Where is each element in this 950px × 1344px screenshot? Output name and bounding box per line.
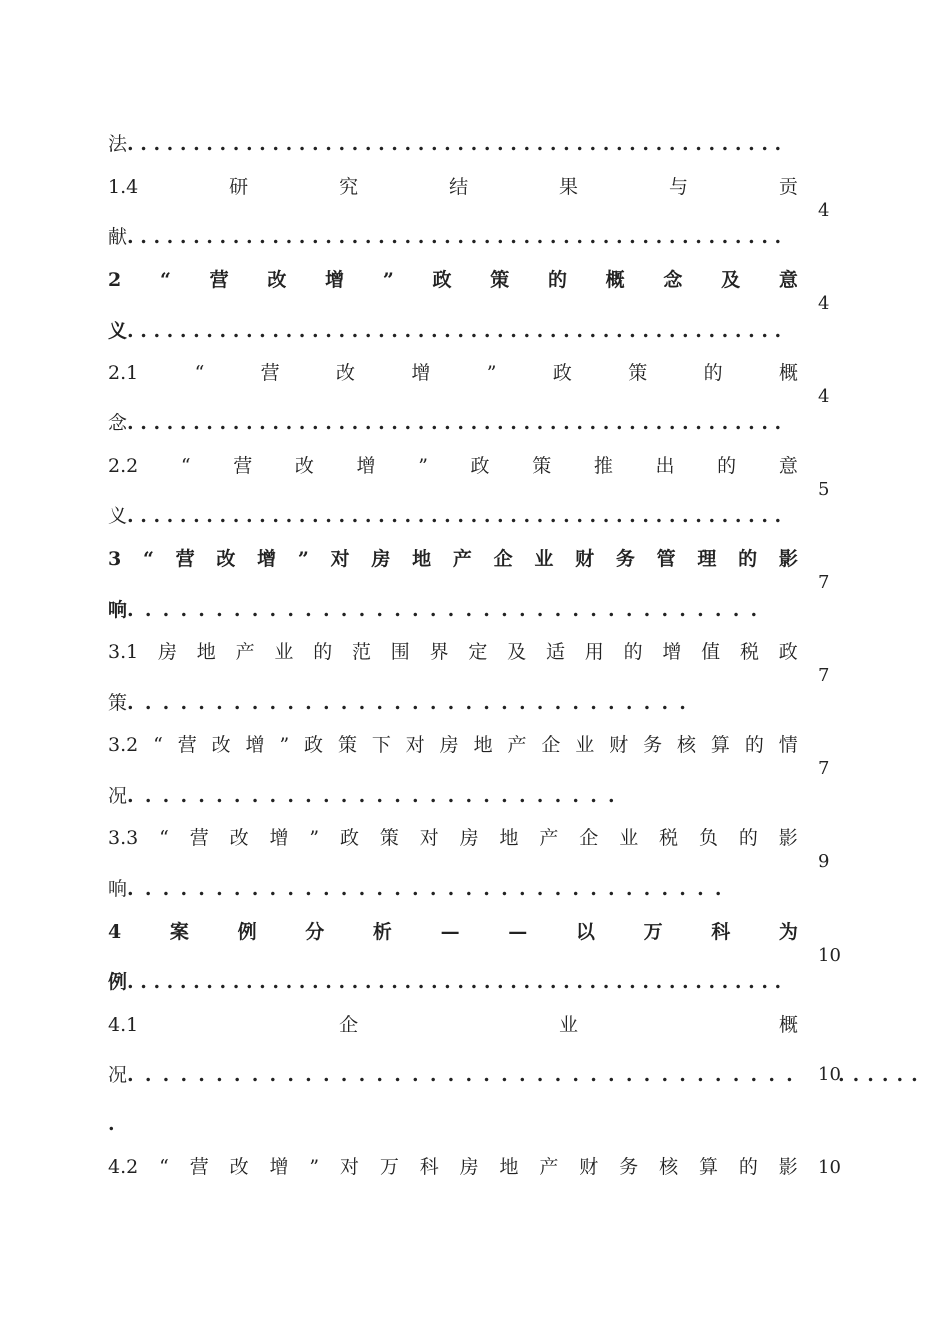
toc-dot-leader: .................................. <box>127 878 733 900</box>
toc-entry-title-char: 科 <box>711 921 731 943</box>
toc-dot-leader: .................................................. <box>127 226 788 248</box>
toc-entry-title-char: 增 <box>325 269 345 291</box>
toc-entry-title-char: 营 <box>189 1156 209 1178</box>
toc-entry-title-char: 以 <box>575 921 595 943</box>
toc-entry-e41-leader-line[interactable] <box>108 1062 804 1088</box>
toc-entry-title-char: 房 <box>371 548 391 570</box>
toc-entry-title-char: 产 <box>235 641 255 663</box>
toc-entry-title-char: 影 <box>778 548 798 570</box>
toc-entry-title-char: 分 <box>305 921 325 943</box>
toc-entry-title-char: 财 <box>579 1156 599 1178</box>
toc-entry-title-char: 研 <box>229 176 249 198</box>
toc-entry-title-last-char: 例 <box>108 971 128 993</box>
toc-entry-title-char: 地 <box>196 641 216 663</box>
toc-entry-title-char: ” <box>297 548 309 570</box>
toc-entry-number: 4 <box>108 921 122 943</box>
toc-entry-title-char: 为 <box>778 921 798 943</box>
toc-entry-title-char: 界 <box>429 641 449 663</box>
toc-entry-title-char: “ <box>180 455 191 477</box>
toc-entry-title-char: 增 <box>662 641 682 663</box>
toc-entry-title-char: 对 <box>405 734 425 756</box>
toc-entry-title-char: 房 <box>459 827 479 849</box>
toc-entry-title-char: “ <box>159 827 169 849</box>
toc-entry-title-char: 营 <box>233 455 253 477</box>
toc-entry-title-char: 业 <box>274 641 294 663</box>
toc-entry-title-char: “ <box>159 269 171 291</box>
toc-entry-title-char: 策 <box>379 827 399 849</box>
toc-entry-page-number[interactable]: 5 <box>818 479 830 500</box>
toc-entry-title-char: 贡 <box>778 176 798 198</box>
toc-entry-e3-title-line[interactable] <box>108 546 798 572</box>
toc-entry-title-char: 核 <box>659 1156 679 1178</box>
toc-entry-number: 3 <box>108 548 122 570</box>
toc-entry-page-number[interactable]: 4 <box>818 386 830 407</box>
toc-entry-e2-title-line[interactable] <box>108 267 798 293</box>
toc-entry-number: 4.2 <box>108 1156 139 1178</box>
toc-entry-title-char: 产 <box>539 827 559 849</box>
toc-entry-e31-title-line[interactable] <box>108 639 798 665</box>
toc-entry-title-char: 务 <box>615 548 635 570</box>
toc-entry-title-char: 算 <box>698 1156 718 1178</box>
toc-entry-title-last-char: 义 <box>108 320 128 342</box>
toc-entry-title-char: 产 <box>452 548 472 570</box>
toc-entry-title-char: 科 <box>419 1156 439 1178</box>
toc-entry-title-char: 地 <box>412 548 432 570</box>
toc-entry-title-char: 改 <box>267 269 287 291</box>
toc-entry-title-char: 增 <box>356 455 376 477</box>
toc-entry-title-char: 影 <box>778 1156 798 1178</box>
toc-entry-title-char: 政 <box>552 362 572 384</box>
toc-entry-e13-leader-line[interactable] <box>108 131 798 157</box>
toc-entry-title-char: “ <box>159 1156 169 1178</box>
toc-entry-title-char: 及 <box>507 641 527 663</box>
toc-entry-title-char: 业 <box>619 827 639 849</box>
toc-entry-title-char: 对 <box>330 548 350 570</box>
toc-entry-title-char: 范 <box>351 641 371 663</box>
toc-dot-leader: .................................................. <box>127 412 788 434</box>
toc-dot-leader: .................................................. <box>127 971 788 993</box>
toc-entry-title-char: 房 <box>158 641 178 663</box>
toc-entry-title-char: 究 <box>339 176 359 198</box>
toc-entry-e33-leader-line[interactable] <box>108 876 798 902</box>
toc-entry-title-last-char: 义 <box>108 505 128 527</box>
toc-entry-title-last-char: 献 <box>108 226 128 248</box>
toc-entry-title-char: 的 <box>738 548 758 570</box>
toc-entry-title-char: 增 <box>257 548 277 570</box>
toc-entry-e33-title-line[interactable] <box>108 825 798 851</box>
toc-entry-title-last-char: 策 <box>108 692 128 714</box>
toc-entry-title-char: 及 <box>721 269 741 291</box>
toc-entry-title-char: 结 <box>449 176 469 198</box>
toc-entry-title-char: 营 <box>260 362 280 384</box>
toc-entry-title-char: “ <box>153 734 163 756</box>
toc-entry-title-last-char: 况 <box>108 785 128 807</box>
toc-entry-title-char: 的 <box>717 455 737 477</box>
toc-entry-e14-title-line[interactable] <box>108 174 798 200</box>
overflow-dot-leader: ...... <box>838 1064 926 1086</box>
toc-entry-title-char: 改 <box>294 455 314 477</box>
toc-entry-title-char: 增 <box>269 1156 289 1178</box>
toc-entry-title-char: 的 <box>547 269 567 291</box>
toc-entry-title-char: 的 <box>703 362 723 384</box>
toc-entry-title-last-char: 响 <box>108 878 128 900</box>
toc-entry-title-char: ” <box>279 734 290 756</box>
toc-entry-title-char: 策 <box>532 455 552 477</box>
toc-entry-title-char: 税 <box>739 641 759 663</box>
toc-entry-title-char: 万 <box>379 1156 399 1178</box>
toc-entry-title-char: 用 <box>584 641 604 663</box>
toc-entry-e4-leader-line[interactable] <box>108 969 798 995</box>
toc-entry-page-number[interactable]: 10 <box>818 1064 841 1085</box>
toc-entry-title-char: 营 <box>177 734 197 756</box>
toc-entry-title-char: 概 <box>778 1014 798 1036</box>
toc-entry-title-char: ” <box>486 362 497 384</box>
toc-entry-page-number[interactable]: 4 <box>818 293 830 314</box>
toc-entry-title-char: 业 <box>534 548 554 570</box>
toc-entry-title-char: 影 <box>778 827 798 849</box>
toc-entry-e41-title-line[interactable] <box>108 1012 798 1038</box>
toc-entry-page-number[interactable]: 10 <box>818 1157 841 1178</box>
toc-entry-title-char: 房 <box>459 1156 479 1178</box>
toc-dot-leader: ...................................... <box>127 1064 804 1086</box>
toc-entry-title-char: 财 <box>609 734 629 756</box>
toc-entry-title-char: 定 <box>468 641 488 663</box>
toc-entry-number: 3.2 <box>108 734 139 756</box>
toc-entry-page-number[interactable]: 4 <box>818 200 830 221</box>
toc-entry-e32-leader-line[interactable] <box>108 783 798 809</box>
toc-entry-title-char: 案 <box>169 921 189 943</box>
toc-dot-leader: ............................ <box>127 785 626 807</box>
toc-entry-title-char: 例 <box>237 921 257 943</box>
toc-entry-title-last-char: 念 <box>108 412 128 434</box>
toc-entry-title-char: 核 <box>677 734 697 756</box>
toc-entry-title-char: 业 <box>575 734 595 756</box>
toc-entry-title-char: 理 <box>697 548 717 570</box>
toc-entry-title-char: 增 <box>269 827 289 849</box>
toc-entry-e3-leader-line[interactable] <box>108 597 798 623</box>
toc-entry-title-char: 适 <box>545 641 565 663</box>
toc-entry-title-char: 营 <box>189 827 209 849</box>
toc-entry-title-char: 的 <box>313 641 333 663</box>
toc-entry-title-char: 概 <box>778 362 798 384</box>
toc-entry-title-char: 策 <box>337 734 357 756</box>
toc-entry-number: 3.3 <box>108 827 139 849</box>
toc-entry-page-number[interactable]: 9 <box>818 851 830 872</box>
toc-entry-title-char: 的 <box>623 641 643 663</box>
toc-entry-title-char: 地 <box>499 1156 519 1178</box>
toc-entry-title-char: ” <box>418 455 428 477</box>
toc-entry-title-char: — <box>440 921 460 943</box>
toc-entry-title-char: — <box>508 921 528 943</box>
toc-entry-title-char: 政 <box>778 641 798 663</box>
toc-entry-title-char: 意 <box>778 455 798 477</box>
toc-entry-title-char: 企 <box>339 1014 359 1036</box>
toc-entry-title-char: 营 <box>209 269 229 291</box>
toc-entry-title-char: 营 <box>175 548 195 570</box>
toc-entry-title-char: ” <box>382 269 394 291</box>
toc-entry-title-char: 地 <box>473 734 493 756</box>
toc-entry-title-char: 策 <box>490 269 510 291</box>
toc-entry-title-char: 政 <box>304 734 324 756</box>
toc-entry-title-char: 务 <box>619 1156 639 1178</box>
toc-entry-e22-title-line[interactable] <box>108 453 798 479</box>
toc-entry-title-char: 业 <box>559 1014 579 1036</box>
toc-entry-title-char: 负 <box>698 827 718 849</box>
toc-entry-title-char: 产 <box>539 1156 559 1178</box>
toc-entry-title-char: 下 <box>371 734 391 756</box>
toc-entry-title-char: 的 <box>744 734 764 756</box>
toc-dot-leader: .................................................. <box>127 505 788 527</box>
toc-entry-e42-title-line[interactable] <box>108 1154 798 1180</box>
toc-entry-number: 2.2 <box>108 455 139 477</box>
toc-entry-title-last-char: 响 <box>108 599 128 621</box>
toc-entry-title-char: 改 <box>229 1156 249 1178</box>
toc-entry-title-char: 推 <box>593 455 613 477</box>
toc-entry-title-char: 情 <box>778 734 798 756</box>
toc-entry-e4-title-line[interactable] <box>108 919 798 945</box>
toc-entry-e21-leader-line[interactable] <box>108 410 798 436</box>
toc-entry-title-char: 对 <box>339 1156 359 1178</box>
toc-entry-title-char: 对 <box>419 827 439 849</box>
toc-entry-number: 2.1 <box>108 362 139 384</box>
toc-entry-e21-title-line[interactable] <box>108 360 798 386</box>
toc-entry-title-char: 政 <box>432 269 452 291</box>
toc-entry-number: 1.4 <box>108 176 139 198</box>
toc-entry-title-char: 概 <box>605 269 625 291</box>
toc-entry-title-char: 出 <box>655 455 675 477</box>
toc-dot-leader: ................................ <box>127 692 698 714</box>
toc-dot-leader: .................................................. <box>127 133 788 155</box>
toc-entry-title-last-char: 况 <box>108 1064 128 1086</box>
toc-entry-title-char: 围 <box>390 641 410 663</box>
toc-entry-page-number[interactable]: 7 <box>818 758 830 779</box>
toc-entry-title-char: 改 <box>216 548 236 570</box>
toc-entry-title-char: 的 <box>738 827 758 849</box>
toc-entry-title-char: 的 <box>738 1156 758 1178</box>
toc-entry-title-char: 万 <box>643 921 663 943</box>
toc-entry-title-char: 房 <box>439 734 459 756</box>
toc-entry-title-char: 增 <box>245 734 265 756</box>
toc-entry-title-char: 改 <box>336 362 356 384</box>
toc-entry-title-char: ” <box>309 1156 320 1178</box>
toc-entry-title-char: ” <box>309 827 320 849</box>
toc-entry-e2-leader-line[interactable] <box>108 318 798 344</box>
toc-entry-title-char: 政 <box>470 455 490 477</box>
toc-entry-title-char: 企 <box>541 734 561 756</box>
toc-entry-title-char: 值 <box>701 641 721 663</box>
toc-entry-title-char: 政 <box>339 827 359 849</box>
toc-entry-page-number[interactable]: 10 <box>818 945 841 966</box>
toc-entry-e22-leader-line[interactable] <box>108 503 798 529</box>
toc-entry-e31-leader-line[interactable] <box>108 690 798 716</box>
toc-entry-title-last-char: 法 <box>108 133 128 155</box>
toc-entry-title-char: 算 <box>710 734 730 756</box>
toc-entry-title-char: 改 <box>211 734 231 756</box>
toc-entry-title-char: 增 <box>411 362 431 384</box>
toc-entry-title-char: 管 <box>656 548 676 570</box>
toc-entry-title-char: 果 <box>559 176 579 198</box>
toc-entry-title-char: 税 <box>659 827 679 849</box>
toc-entry-title-char: 与 <box>668 176 688 198</box>
toc-entry-title-char: 地 <box>499 827 519 849</box>
toc-entry-title-char: 财 <box>575 548 595 570</box>
toc-entry-title-char: 改 <box>229 827 249 849</box>
toc-entry-title-char: 务 <box>643 734 663 756</box>
toc-dot-leader: .................................................. <box>127 320 788 342</box>
toc-entry-number: 4.1 <box>108 1014 139 1036</box>
toc-entry-page-number[interactable]: 7 <box>818 665 830 686</box>
toc-entry-e14-leader-line[interactable] <box>108 224 798 250</box>
toc-entry-page-number[interactable]: 7 <box>818 572 830 593</box>
toc-entry-e32-title-line[interactable] <box>108 732 798 758</box>
toc-entry-title-char: 念 <box>663 269 683 291</box>
toc-entry-title-char: “ <box>142 548 154 570</box>
toc-entry-title-char: 意 <box>778 269 798 291</box>
toc-entry-title-char: “ <box>194 362 205 384</box>
toc-entry-number: 3.1 <box>108 641 139 663</box>
wrapped-leader-dot: . <box>108 1113 115 1135</box>
toc-entry-title-char: 策 <box>628 362 648 384</box>
toc-entry-title-char: 企 <box>579 827 599 849</box>
toc-dot-leader: .................................... <box>127 599 769 621</box>
toc-entry-title-char: 企 <box>493 548 513 570</box>
toc-entry-title-char: 析 <box>372 921 392 943</box>
toc-entry-number: 2 <box>108 269 122 291</box>
toc-entry-title-char: 产 <box>507 734 527 756</box>
